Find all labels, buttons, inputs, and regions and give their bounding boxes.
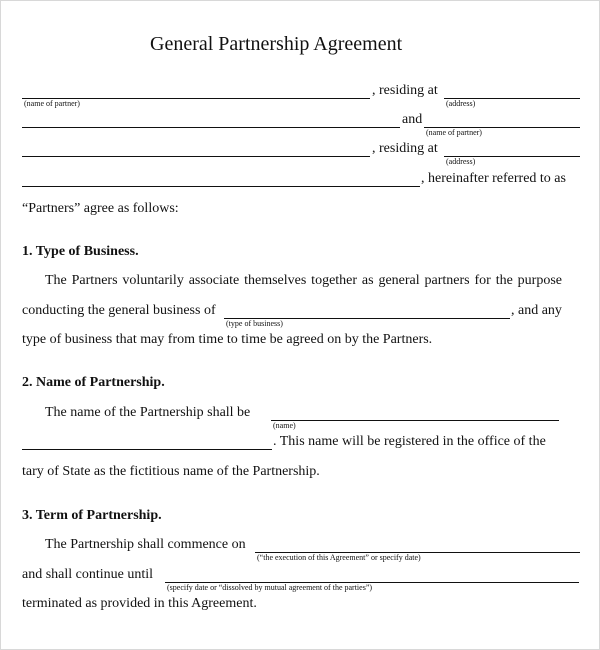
section-3-text: terminated as provided in this Agreement. xyxy=(22,596,257,611)
continue-hint-label: (specify date or “dissolved by mutual agreement of the parties”) xyxy=(167,583,373,592)
section-1-text: type of business that may from time to time be agreed on by the Partners. xyxy=(22,332,433,347)
section-2-text: tary of State as the fictitious name of the Partnership. xyxy=(22,464,320,479)
residing-at-label: , residing at xyxy=(372,141,438,156)
hereinafter-label: , hereinafter referred to as xyxy=(421,171,566,186)
section-1-text: The Partners voluntarily associate themselves together as general partners for the purpose xyxy=(45,273,562,288)
section-heading: 1. Type of Business. xyxy=(22,244,139,259)
section-1-text: conducting the general business of xyxy=(22,303,216,318)
address-label: (address) xyxy=(446,99,476,108)
section-1-text: , and any xyxy=(511,303,562,318)
partner-line-2-field[interactable] xyxy=(22,127,400,128)
residing-at-label: , residing at xyxy=(372,83,438,98)
partner-2-name-line-field[interactable] xyxy=(22,156,370,157)
and-label: and xyxy=(402,112,423,127)
page-title: General Partnership Agreement xyxy=(150,33,403,55)
section-2-text: . This name will be registered in the office of the xyxy=(273,434,546,449)
section-heading: 2. Name of Partnership. xyxy=(22,375,165,390)
commence-hint-label: (“the execution of this Agreement” or specify date) xyxy=(257,553,421,562)
name-of-partner-label: (name of partner) xyxy=(426,128,482,137)
partners-agree-text: “Partners” agree as follows: xyxy=(22,201,179,216)
hereinafter-field[interactable] xyxy=(22,186,420,187)
address-label: (address) xyxy=(446,157,476,166)
partnership-name-line-field[interactable] xyxy=(22,449,272,450)
section-3-text: and shall continue until xyxy=(22,567,154,582)
section-3-text: The Partnership shall commence on xyxy=(45,537,246,552)
name-label: (name) xyxy=(273,421,296,430)
type-of-business-label: (type of business) xyxy=(226,319,283,328)
section-2-text: The name of the Partnership shall be xyxy=(45,405,251,420)
section-heading: 3. Term of Partnership. xyxy=(22,508,162,523)
partnership-name-field[interactable] xyxy=(271,420,559,421)
name-of-partner-label: (name of partner) xyxy=(24,99,80,108)
